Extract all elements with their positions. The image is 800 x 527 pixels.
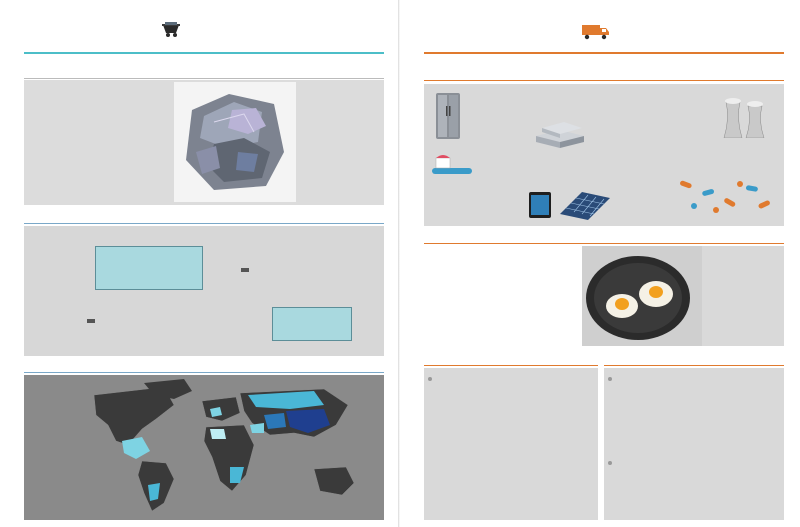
fun-facts-heading (604, 355, 784, 366)
title-rule (24, 52, 384, 54)
label-world-total (241, 268, 249, 272)
chart-heading (24, 213, 384, 224)
fun-fact-bullet (608, 377, 612, 381)
commercial-panel (424, 368, 598, 520)
commercial-heading (424, 355, 598, 366)
aluminum-ingots-icon (530, 114, 590, 150)
toothbrush-icon (430, 152, 474, 178)
commercial-bullet (428, 377, 432, 381)
pills-icon (676, 178, 776, 218)
mine-cart-icon (160, 22, 182, 38)
tablet-icon (528, 188, 552, 222)
cooling-tower-icon (720, 98, 776, 138)
solar-panel-icon (554, 184, 614, 222)
callout-cfc (95, 246, 203, 290)
callout-us-closure (272, 307, 352, 341)
world-map (24, 375, 384, 520)
fun-fact-bullet (608, 461, 612, 465)
map-heading (24, 362, 384, 373)
title-rule (424, 52, 784, 54)
frying-pan-eggs-image (582, 246, 702, 346)
rx-icon (654, 172, 674, 192)
fluorite-crystal-image (174, 82, 296, 202)
truck-icon (582, 24, 610, 40)
fun-facts-panel (604, 368, 784, 520)
refrigerator-icon (435, 92, 461, 140)
label-united-states (87, 319, 95, 323)
consumption-page (400, 0, 800, 527)
geo-heading (424, 233, 784, 244)
author-rule (24, 78, 384, 79)
downstream-heading (424, 70, 784, 81)
